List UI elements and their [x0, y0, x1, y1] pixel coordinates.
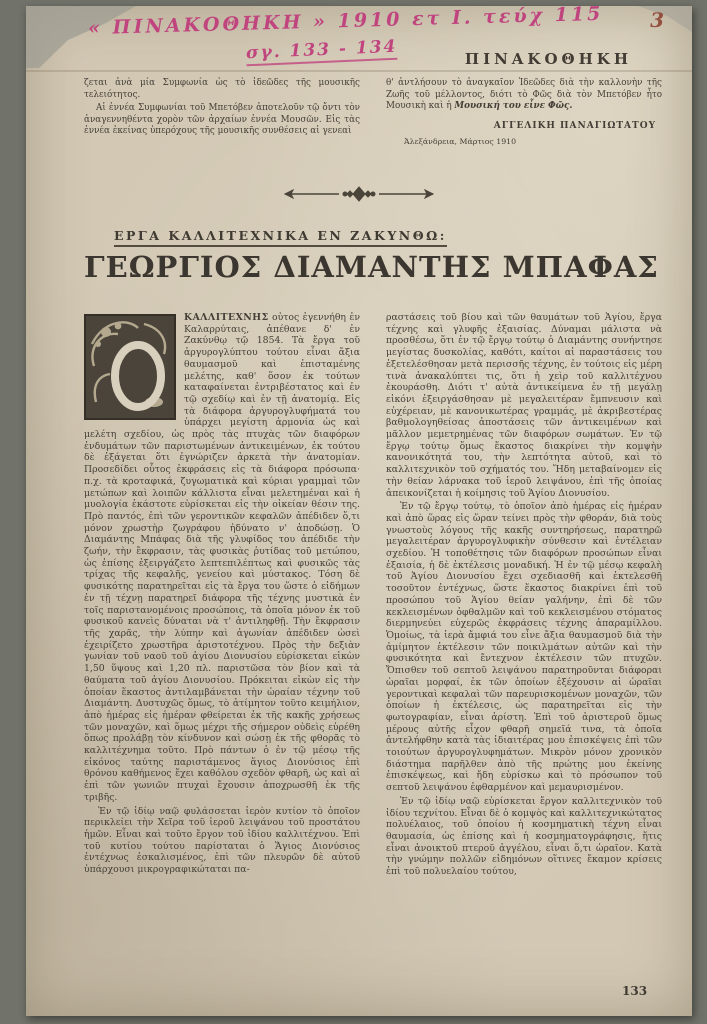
previous-article-left-column [84, 78, 360, 147]
torn-corner-top-right [638, 6, 692, 32]
section-divider [26, 186, 692, 206]
previous-article-right-column [386, 78, 662, 147]
paragraph-text: οὗτος ἐγεννήθη ἐν Καλαρρύταις, ἀπέθανε δ' ἐν Ζακύνθῳ τῷ 1854. Τὰ ἔργα τοῦ ἀργυρογλύπτου τούτου εἶναι ἄξια θαυμασμοῦ καὶ ἐπισταμένης μελέτης, καθ' ὅσον ἐκ τούτων καταφαίνεται ἐντριβέστατος καὶ ἐν τῷ σχεδίῳ καὶ ἐν τῇ ἀνατομίᾳ. Εἰς τὰ διάφορα ἀργυρογλυφήματά του ὑπάρχει μεγίστη ἁρμονία ὡς καὶ μελέτη σχεδίου, ὡς πρὸς τὰς πτυχὰς τῶν διαφόρων ἐνδυμάτων τῶν παριστωμένων ἀντικειμένων, ἐκ τούτου δὲ ἐξάγεται ὅτι ἐγνώριζεν ἀρκετὰ τὴν ἀνατομίαν. Προσεδίδει οὗτος ἐκφράσεις εἰς τὰ διάφορα πρόσωπα· π.χ. τὰ κροταφικά, ζυγωματικὰ καὶ κύριαι γραμμαὶ τῶν μετώπων καὶ λοιπῶν κάλλιστα εἶναι μελετημέναι καὶ ἡ μυολογία ἑκάστοτε εὑρίσκεται εἰς τὴν οἰκείαν θέσιν της. Πρὸ παντός, ἐπὶ τῶν γεροντικῶν κεφαλῶν ἀπέδιδεν ὅ,τι μόνον χρωστὴρ ζωγράφου ἠδύνατο ν' ἀποδώσῃ. Ὁ Διαμάντης Μπάφας διὰ τῆς γλυφίδος του ἀπέδιδε τὴν ζωήν, τὴν ἔκφρασιν, τὰς φυσικὰς ῥυτίδας τοῦ μετώπου, ὡς ἐπίσης ἐξειργάζετο λεπτεπιλέπτως καὶ φυσικῶς τὰς τρίχας τῆς κεφαλῆς, γενείου καὶ μύστακος. Τόση δὲ φυσικότης παρατηρεῖται εἰς τὰ ἔργα του ὥστε ὁ εἰδήμων ἐν τῇ τέχνῃ παρατηρεῖ διάφορα τῆς τέχνης μυστικὰ ἐν τοῖς παριστανομένοις προσώποις, τὰ ὁποῖα μόνον ἐκ τοῦ φυσικοῦ κανεὶς δύναται νὰ τ' ἀντιληφθῇ. Τὴν ἔκφρασιν τῆς χαρᾶς, τὴν λύπην καὶ ἀγωνίαν ἀπέδιδεν ὡσεὶ ἐχειρίζετο χρωστῆρα ἀριστοτέχνου. Πρὸς τὴν δεξιὰν γωνίαν τοῦ ναοῦ τοῦ ἁγίου Διονυσίου εὑρίσκεται εἰκὼν 1,50 ὕψους καὶ 1,20 πλ. παριστῶσα τὸν βίον καὶ τὰ θαύματα τοῦ ἁγίου Διονυσίου. Πρόκειται εἰκὼν εἰς τὴν ὁποίαν ἕκαστος ἀντιλαμβάνεται τὴν ὡραίαν τέχνην τοῦ Διαμάντη. Δυστυχῶς ὅμως, τὸ ἀτίμητον τοῦτο κειμήλιον, ἀπὸ ἡμέρας εἰς ἡμέραν φθείρεται ἐκ τῆς κακῆς χρήσεως τῶν μοναχῶν, καὶ ὅμως μέχρι τῆς σήμερον οὐδεὶς εὑρέθη ὅπως προλάβῃ τὸν κίνδυνον καὶ σώσῃ ἐκ τῆς φθορᾶς τὸ καλλιτέχνημα τοῦτο. Πρὸ πάντων ὁ ἐν τῷ μέσῳ τῆς εἰκόνος ταύτης παριστάμενος ἅγιος Διονύσιος ἐπὶ θρόνου καθήμενος ἔχει καθόλου σχεδὸν φθαρῆ, ὡς καὶ αἱ ἐπὶ τῶν γωνιῶν πτυχαὶ ἔχουσιν ἀποχρωσθῆ ἐκ τῆς τριβῆς. [84, 312, 360, 803]
article-right-column [386, 312, 662, 988]
paragraph: Ἐν τῷ ἰδίῳ ναῷ εὑρίσκεται ἔργον καλλιτεχνικὸν τοῦ ἰδίου τεχνίτου. Εἶναι δὲ ὁ κομψὸς καὶ καλλιτεχνικώτατος πολυέλαιος, τοῦ ὁποίου ἡ κοσμηματικὴ τέχνη εἶναι θαυμασία, ὡς ἐπίσης καὶ ἡ κοσμηματογράφησις, ἥτις εἶναι ἀνοικτοῦ πτεροῦ ἀγγέλου, εἶναι ὅ,τι ὡραῖον. Κατὰ τὴν γνώμην πολλῶν εἰδημόνων οἵτινες ἔκαμον κρίσεις ἐπὶ τοῦ πολυελαίου τούτου, [386, 795, 662, 878]
paragraph-text: θ' ἀντλήσουν τὸ ἀναγκαῖον Ἰδεῶδες διὰ τὴν καλλονὴν τῆς Ζωῆς τοῦ μέλλοντος, διότι τὸ Φῶς διὰ τὸν Μπετόβεν ἦτο Μουσικὴ καὶ ἡ [386, 78, 662, 112]
paragraph: ζεται ἀνὰ μία Συμφωνία ὡς τὸ ἰδεῶδες τῆς μουσικῆς τελειότητος. [84, 78, 360, 100]
paragraph: Ἐν τῷ ἰδίῳ ναῷ φυλάσσεται ἱερὸν κυτίον τὸ ὁποῖον περικλείει τὴν Χεῖρα τοῦ ἱεροῦ λειψάνου τοῦ προστάτου ἡμῶν. Εἶναι καὶ τοῦτο ἔργον τοῦ ἰδίου καλλιτέχνου. Ἐπὶ τοῦ κυτίου τούτου παρίσταται ὁ Ἅγιος Διονύσιος ἐντέχνως ἐσκαλισμένος, ἐπὶ τῶν πλευρῶν δὲ αὐτοῦ ὑπάρχουσι μικρογραφικώταται πα- [84, 805, 360, 876]
article-title: ΓΕΩΡΓΙΟΣ ΔΙΑΜΑΝΤΗΣ ΜΠΑΦΑΣ [84, 250, 659, 284]
article-body-columns [84, 312, 662, 988]
handwritten-annotation-pages: σγ. 133 - 134 [246, 37, 398, 67]
previous-article-columns [84, 78, 662, 147]
page-number: 133 [622, 984, 648, 998]
paragraph [386, 78, 662, 113]
masthead-title: ΠΙΝΑΚΟΘΗΚΗ [464, 50, 632, 68]
article-left-column [84, 312, 360, 988]
handwritten-corner-number: 3 [650, 8, 664, 32]
paragraph: ραστάσεις τοῦ βίου καὶ τῶν θαυμάτων τοῦ Ἁγίου, ἔργα τέχνης καὶ γλυφῆς ἐξαισίας. Δύναμαι μάλιστα νὰ προσθέσω, ὅτι ἐν τῷ ἔργῳ τούτῳ ὁ Διαμάντης συνήντησε μεγίστας δυσκολίας, καθότι, καίτοι αἱ παραστάσεις του ἐξετελέσθησαν μετὰ περισσῆς τέχνης, ἐν τούτοις εἰς μέρη τινὰ ἀνακαλύπτει τις, ὅτι ἡ χεὶρ τοῦ καλλιτέχνου ἐκουράσθη. Διότι τ' αὐτὰ ἀντικείμενα ἐν τῇ μεγάλῃ εἰκόνι ἐξειργάσθησαν μὲ μεγαλειτέραν ἔμπνευσιν καὶ εὐχέρειαν, μὲ κανονικωτέρας γραμμάς, μὲ ἀκριβεστέρας βαθμολογηθείσας ἀποστάσεις τῶν ἀντικειμένων καὶ μᾶλλον μεμετρημένας τῶν διαφόρων σωμάτων. Ἐν τῷ ἔργῳ τούτῳ ὅμως ἕκαστος διακρίνει τὴν κομψὴν κανονικότητά του, τὴν λεπτότητα αὐτοῦ, καὶ τὸ καλλιτεχνικὸν τοῦ σχήματός του. Ἤδη μεταβαίνομεν εἰς τὴν θείαν λάρνακα τοῦ ἱεροῦ λειψάνου, ἐπὶ τῆς ὁποίας ἀπεικονίζεται ἡ κοίμησις τοῦ Ἁγίου Διονυσίου. [386, 312, 662, 499]
lead-word: ΚΑΛΛΙΤΕΧΝΗΣ [184, 312, 269, 323]
fold-crease [26, 70, 692, 72]
paper-sheet [26, 2, 692, 1016]
ornate-initial-icon [84, 314, 176, 420]
author-signature: ΑΓΓΕΛΙΚΗ ΠΑΝΑΓΙΩΤΑΤΟΥ [493, 120, 656, 131]
paragraph: Ἐν τῷ ἔργῳ τούτῳ, τὸ ὁποῖον ἀπὸ ἡμέρας εἰς ἡμέραν καὶ ἀπὸ ὥρας εἰς ὥραν τείνει πρὸς τὴν φθοράν, διὰ τοὺς γνωστοὺς λόγους τῆς κακῆς συντηρήσεως, παρατηρῶ μεγαλειτέραν ἀργυρογλυφικὴν σύνθεσιν καὶ ἐντέλειαν σχεδίου. Ἡ τοποθέτησις τῶν διαφόρων προσώπων εἶναι ἐξαισία, ἡ δὲ ἐκτέλεσις μοναδική. Ἡ ἐν τῷ μέσῳ κεφαλὴ τοῦ Ἁγίου Διονυσίου ἔχει σχεδιασθῆ καὶ ἐκτελεσθῆ τοσοῦτον ἐντέχνως, ὥστε ἕκαστος διακρίνει ἐπὶ τοῦ προσώπου τοῦ Ἁγίου θείαν γαλήνην, ἐπὶ δὲ τῶν κεκλεισμένων ὀφθαλμῶν καὶ τοῦ κεκλεισμένου στόματος διερμηνεύει εὐχερῶς ἐκφράσεις τέχνης ἀπαραμίλλου. Ὁμοίως, τὰ ἱερὰ ἄμφιά του εἶνε ἄξια θαυμασμοῦ διὰ τὴν ἀμίμητον ἐκτέλεσιν τῶν ποικιλμάτων αὐτῶν καὶ τὴν φυσικότητα καὶ ἔντεχνον ἐκτέλεσιν τῶν πτυχῶν. Ὄπισθεν τοῦ σεπτοῦ λειψάνου παρατηροῦνται διάφοραι ὡραῖαι μορφαί, ἐκ τῶν ὁποίων ἐξέχουσιν αἱ ὡραῖαι γεροντικαὶ κεφαλαὶ τῶν παρευρισκομένων μοναχῶν, τῶν ὁποίων ἡ ἐκτέλεσις, ὡς παρατηρεῖται εἰς τὴν φωτογραφίαν, εἶναι ἀρίστη. Ἐπὶ τοῦ ἀριστεροῦ ὅμως μέρους αὐτῆς εἶχον φθαρῆ σημεῖά τινα, τὰ ὁποῖα ἀντελήφθην κατὰ τὰς ἰδιαιτέρας μου ἐπισκέψεις ἐπὶ τῶν τοιούτων ἀργυρογλυφημάτων. Μικρὸν μόνον χρονικὸν διάστημα παρῆλθεν ἀπὸ τῆς πρώτης μου ἐκείνης ἐπισκέψεως, καὶ ἤδη εὑρίσκω καὶ τὸ πρόσωπον τοῦ σεπτοῦ λειψάνου ἐφθαρμένον καὶ μεμαυρισμένον. [386, 501, 662, 794]
article-kicker: ΕΡΓΑ ΚΑΛΛΙΤΕΧΝΙΚΑ ΕΝ ΖΑΚΥΝΘΩ: [114, 228, 447, 247]
handwritten-annotation-title: « ΠΙΝΑΚΟΘΗΚΗ » 1910 ετ Ι. τεύχ 115 [87, 2, 604, 40]
emphasized-phrase: Μουσική του εἶνε Φῶς. [454, 101, 573, 112]
divider-fleuron-icon [279, 186, 439, 202]
dateline: Ἀλεξάνδρεια, Μάρτιος 1910 [404, 136, 517, 146]
paragraph: Αἱ ἐννέα Συμφωνίαι τοῦ Μπετόβεν ἀποτελοῦν τῷ ὄντι τὸν ἀναγεννηθέντα χορὸν τῶν ἀρχαίων ἐννέα Μουσῶν. Εἰς τὰς ἐννέα ἐκείνας ὑπερόχους τῆς μουσικῆς συνθέσεις αἱ γενεαὶ [84, 103, 360, 137]
lead-paragraph [84, 312, 360, 804]
